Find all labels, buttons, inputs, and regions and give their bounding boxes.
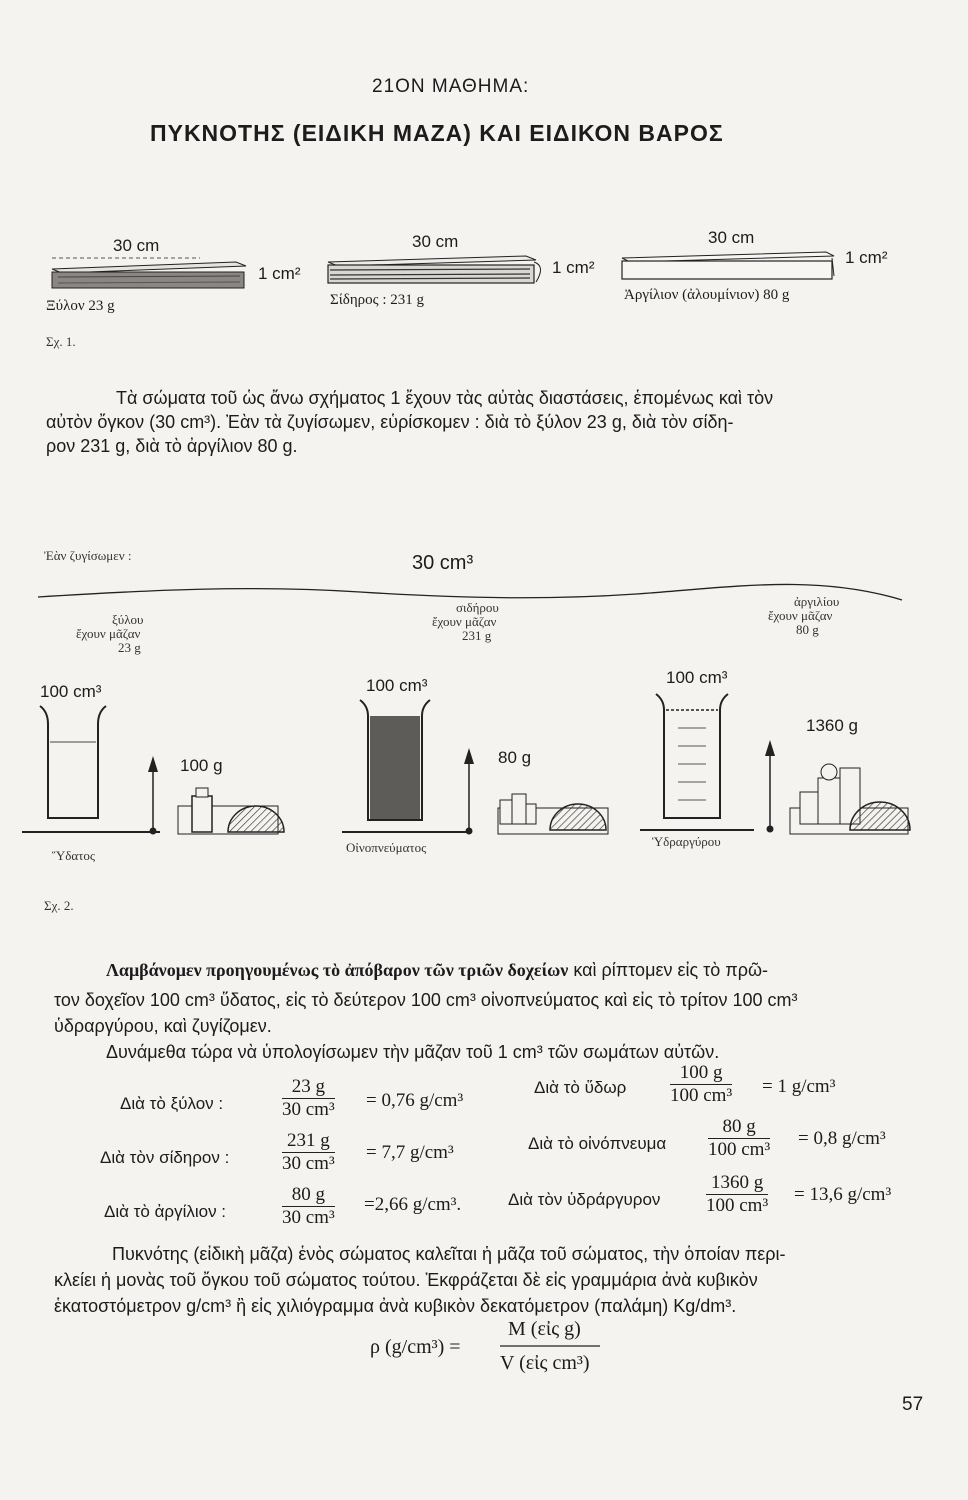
mercury-mass-label: 1360 g [806,716,858,735]
alcohol-mass-label: 80 g [498,748,532,767]
alcohol-beaker-icon [342,700,470,832]
water-beaker-icon [22,706,160,832]
paragraph-2-emphasis: Λαμβάνομεν προηγουμένως τὸ ἀπόβαρον τῶν τριῶν δοχείων [106,960,569,980]
figure-1-caption: Σχ. 1. [46,334,76,349]
calc-water-result: = 1 g/cm³ [762,1076,836,1097]
calc-alcohol-fraction [708,1116,770,1161]
calc-iron-fraction [282,1130,335,1175]
paragraph-2-line-4: Δυνάμεθα τώρα νὰ ὑπολογίσωμεν τὴν μᾶζαν τοῦ 1 cm³ τῶν σωμάτων αὐτῶν. [106,1042,720,1062]
water-liquid-label: Ὕδατος [52,848,96,863]
arrow-up-icon [464,748,474,835]
figure-2-volume: 30 cm³ [412,552,474,574]
aluminium-area-label: 1 cm² [845,248,888,267]
calc-iron-result: = 7,7 g/cm³ [366,1142,454,1163]
mercury-liquid-label: Ὑδραργύρου [652,834,721,849]
formula-lhs: ρ (g/cm³) = [370,1336,461,1358]
calc-water-label: Διὰ τὸ ὕδωρ [534,1078,627,1097]
wavy-divider [38,584,902,600]
calc-mercury-result: = 13,6 g/cm³ [794,1184,892,1205]
paragraph-1-line-3: ρον 231 g, διὰ τὸ ἀργίλιον 80 g. [46,436,298,456]
calc-mercury-label: Διὰ τὸν ὑδράργυρον [508,1190,661,1209]
paragraph-2-line-3: ὑδραργύρου, καὶ ζυγίζομεν. [54,1016,272,1036]
calc-aluminium-fraction [282,1184,335,1229]
wood-sample-line-3: 23 g [118,640,141,655]
wood-sample-line-2: ἔχουν μᾶζαν [76,626,141,641]
aluminium-sample-line-2: ἔχουν μᾶζαν [768,608,833,623]
water-mass-label: 100 g [180,756,223,775]
wood-bar-icon [52,258,246,288]
calc-mercury-fraction [706,1172,768,1217]
page-title: ΠΥΚΝΟΤΗΣ (ΕΙΔΙΚΗ ΜΑΖΑ) ΚΑΙ ΕΙΔΙΚΟΝ ΒΑΡΟΣ [150,120,724,146]
mercury-beaker-icon [640,694,754,830]
iron-sample-line-1: σιδήρου [456,600,499,615]
calc-aluminium-denominator: 30 cm³ [282,1207,335,1228]
iron-sample-line-3: 231 g [462,628,492,643]
calc-iron-numerator: 231 g [282,1130,335,1153]
iron-length-label: 30 cm [412,232,459,251]
iron-sample-line-2: ἔχουν μᾶζαν [432,614,497,629]
calc-alcohol-result: = 0,8 g/cm³ [798,1128,886,1149]
paragraph-2-line-1-rest: καὶ ρίπτομεν εἰς τὸ πρῶ- [568,960,768,980]
definition-line-2: κλείει ἡ μονὰς τοῦ ὄγκου τοῦ σώματος τούτου. Ἐκφράζεται δὲ εἰς γραμμάρια ἀνὰ κυβικὸν [54,1270,758,1290]
calc-aluminium-result: =2,66 g/cm³. [364,1194,462,1215]
calc-water-fraction [670,1062,732,1107]
calc-wood-numerator: 23 g [282,1076,335,1099]
figure-2-caption: Σχ. 2. [44,898,74,913]
calc-water-denominator: 100 cm³ [670,1085,733,1106]
lesson-label: 21ΟΝ ΜΑΘΗΜΑ: [372,76,530,97]
paragraph-2-line-1 [106,960,768,981]
calc-mercury-numerator: 1360 g [706,1172,768,1195]
scale-weights-icon [498,794,608,834]
calc-alcohol-label: Διὰ τὸ οἰνόπνευμα [528,1134,667,1153]
formula-denominator: V (εἰς cm³) [500,1352,590,1374]
aluminium-sample-line-3: 80 g [796,622,819,637]
alcohol-volume-label: 100 cm³ [366,676,428,695]
wood-area-label: 1 cm² [258,264,301,283]
calc-aluminium-numerator: 80 g [282,1184,335,1207]
calc-iron-label: Διὰ τὸν σίδηρον : [100,1148,230,1167]
iron-bar-icon [328,256,541,283]
iron-mass-label: Σίδηρος : 231 g [330,292,425,308]
figure-2-intro: Ἐὰν ζυγίσωμεν : [44,548,132,563]
aluminium-mass-label: Ἀργίλιον (ἀλουμίνιον) 80 g [624,287,790,303]
definition-line-3: ἑκατοστόμετρον g/cm³ ἢ εἰς χιλιόγραμμα ἀνὰ κυβικὸν δεκατόμετρον (παλάμη) Kg/dm³. [54,1296,737,1316]
aluminium-sample-line-1: ἀργιλίου [794,594,840,609]
calc-aluminium-label: Διὰ τὸ ἀργίλιον : [104,1202,227,1221]
page-number: 57 [902,1394,924,1415]
calc-alcohol-denominator: 100 cm³ [708,1139,771,1160]
calc-wood-denominator: 30 cm³ [282,1099,335,1120]
scale-weights-icon [178,788,284,834]
wood-length-label: 30 cm [113,236,160,255]
water-volume-label: 100 cm³ [40,682,102,701]
arrow-up-icon [148,756,158,835]
aluminium-bar-icon [622,252,834,279]
calc-wood-label: Διὰ τὸ ξύλον : [120,1094,224,1113]
wood-mass-label: Ξύλον 23 g [46,298,115,314]
paragraph-1-line-1: Τὰ σώματα τοῦ ὡς ἄνω σχήματος 1 ἔχουν τὰς αὐτὰς διαστάσεις, ἑπομένως καὶ τὸν [116,388,774,408]
calc-wood-fraction [282,1076,335,1121]
calc-mercury-denominator: 100 cm³ [706,1195,769,1216]
paragraph-2-line-2: τον δοχεῖον 100 cm³ ὕδατος, εἰς τὸ δεύτερον 100 cm³ οἰνοπνεύματος καὶ εἰς τὸ τρίτον 100 cm³ [54,990,798,1010]
wood-sample-line-1: ξύλου [112,612,144,627]
formula-numerator: M (εἰς g) [508,1318,581,1340]
calc-wood-result: = 0,76 g/cm³ [366,1090,464,1111]
arrow-up-icon [765,740,775,833]
mercury-volume-label: 100 cm³ [666,668,728,687]
paragraph-1-line-2: αὐτὸν ὄγκον (30 cm³). Ἐὰν τὰ ζυγίσωμεν, εὑρίσκομεν : διὰ τὸ ξύλον 23 g, διὰ τὸν σίδη- [46,412,734,432]
calc-iron-denominator: 30 cm³ [282,1153,335,1174]
calc-water-numerator: 100 g [670,1062,732,1085]
aluminium-length-label: 30 cm [708,228,755,247]
calc-alcohol-numerator: 80 g [708,1116,770,1139]
iron-area-label: 1 cm² [552,258,595,277]
alcohol-liquid-label: Οἰνοπνεύματος [346,840,427,855]
scale-weights-icon [790,764,910,834]
definition-line-1: Πυκνότης (εἰδικὴ μᾶζα) ἑνὸς σώματος καλεῖται ἡ μᾶζα τοῦ σώματος, τὴν ὁποίαν περι- [112,1244,786,1264]
